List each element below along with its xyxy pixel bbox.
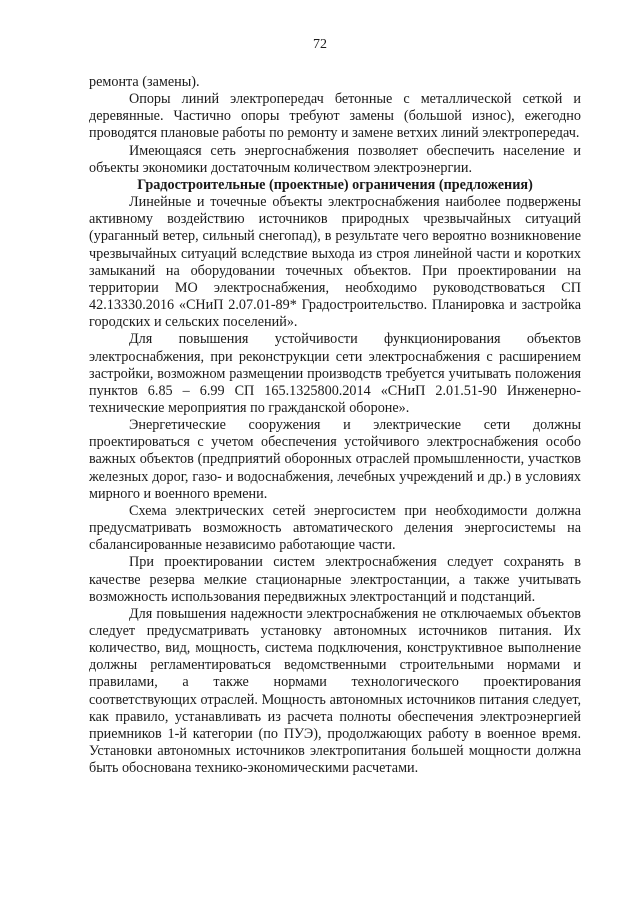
paragraph: Имеющаяся сеть энергоснабжения позволяет обеспечить население и объекты экономики достаточным количеством электроэнергии. [89, 142, 581, 176]
section-heading: Градостроительные (проектные) ограничения (предложения) [137, 176, 533, 193]
paragraph-continuation: ремонта (замены). [89, 74, 200, 90]
page-number: 72 [313, 37, 327, 52]
paragraph: Схема электрических сетей энергосистем при необходимости должна предусматривать возможность автоматического деления энергосистемы на сбалансированные независимо работающие части. [89, 502, 581, 554]
paragraph: Для повышения устойчивости функционирования объектов электроснабжения, при реконструкции сети электроснабжения с расширением застройки, возможном размещении производств требуется учитывать положения пунктов 6.85 – 6.99 СП 165.1325800.2014 «СНиП 2.01.51-90 Инженерно-технические мероприятия по гражданской обороне». [89, 331, 581, 416]
document-body [89, 74, 581, 777]
paragraph: Для повышения надежности электроснабжения не отключаемых объектов следует предусматривать установку автономных источников питания. Их количество, вид, мощность, система подключения, конструктивное выполнение должны регламентироваться ведомственными строительными нормами и правилами, а также нормами технологического проектирования соответствующих отраслей. Мощность автономных источников питания следует, как правило, устанавливать из расчета полноты обеспечения электроэнергией приемников 1-й категории (по ПУЭ), продолжающих работу в военное время. Установки автономных источников электропитания большей мощности должна быть обоснована технико-экономическими расчетами. [89, 605, 581, 777]
paragraph: При проектировании систем электроснабжения следует сохранять в качестве резерва мелкие стационарные электростанции, а также учитывать возможность использования передвижных электростанций и подстанций. [89, 554, 581, 605]
paragraph: Опоры линий электропередач бетонные с металлической сеткой и деревянные. Частично опоры требуют замены (большой износ), ежегодно проводятся плановые работы по ремонту и замене ветхих линий электропередач. [89, 91, 581, 142]
paragraph: Энергетические сооружения и электрические сети должны проектироваться с учетом обеспечения устойчивого электроснабжения особо важных объектов (предприятий оборонных отраслей промышленности, участков железных дорог, газо- и водоснабжения, лечебных учреждений и др.) в условиях мирного и военного времени. [89, 417, 581, 502]
paragraph: Линейные и точечные объекты электроснабжения наиболее подвержены активному воздействию источников природных чрезвычайных ситуаций (ураганный ветер, сильный снегопад), в результате чего вероятно возникновение чрезвычайных ситуаций вследствие выхода из строя линейной части и коротких замыканий на оборудовании точечных объектов. При проектировании на территории МО электроснабжения, необходимо руководствоваться СП 42.13330.2016 «СНиП 2.07.01-89* Градостроительство. Планировка и застройка городских и сельских поселений». [89, 194, 581, 331]
